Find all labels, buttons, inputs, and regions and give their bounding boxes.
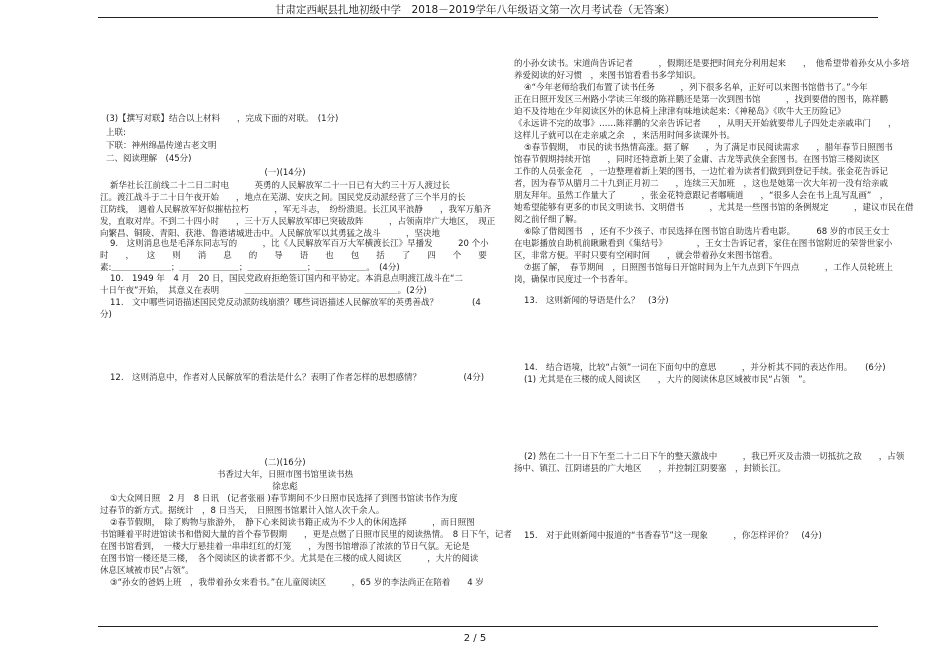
question-line: (1) 尤其是在三楼的成人阅读区 ，大片的阅读休息区域被市民“占领 ”。 (524, 375, 812, 385)
passage-line: ⑥除了借阅图书 ，还有不少孩子、市民选择在图书馆自助选片看电影。 68 岁的市民王女士 (524, 227, 890, 237)
passage-line: 《永远讲不完的故事》……陈祥鹏的父亲告诉记者 ，从明天开始就要带儿子四处走亲戚串门 ， (514, 119, 897, 129)
passage-line: 养爱阅读的好习惯 ，来图书馆看看书多学知识。 (514, 71, 702, 81)
passage-line: 在电影播放自助机前瞅瞅看到《集结号》 ，王女士告诉记者，家住在图书馆附近的荣誉世家小 (514, 239, 893, 249)
question-12: 12. 这则消息中，作者对人民解放军的看法是什么？表明了作者怎样的思想感情？ (4分) (110, 373, 485, 383)
page-header: 甘肃定西岷县扎地初级中学 2018－2019学年八年级语文第一次月考试卷（无答案） (275, 4, 675, 16)
question-line: 10. 1949 年 4 月 20 日，国民党政府拒绝签订国内和平协定。本消息点明渡江战斗在“二 (110, 274, 463, 284)
couplet-second-line: 下联：神州绵晶传递古老文明 (106, 141, 217, 151)
passage-line: 朋友拜年。虽然工作量大了 ，张金花特意跟记者嘟喃道 ，“很多人会在书上乱写乱画” ， (514, 191, 889, 201)
passage-line: 在图书馆看到， 一楼大厅悬挂着一串串红红的灯笼 ，为图书馆增添了浓浓的节日气氛。无论是 (100, 542, 470, 552)
question-line: 时 ， 这 则 消 息 的 导 语 也 包 括 了 四 个 要 (100, 251, 487, 261)
passage2-number: (二)(16分) (264, 458, 306, 468)
question-line: 分) (100, 310, 112, 320)
passage2-continued (514, 58, 914, 286)
passage-line: 新华社长江前线二十二日二时电 英勇的人民解放军二十一日已有大约三十万人渡过长 (110, 181, 451, 191)
passage-line: 江防线， 遇着人民解放军好似摧枯拉朽 ，军无斗志， 纷纷溃退。长江风平浪静 ，我军万船齐 (100, 205, 492, 215)
passage-line: ⑤春节假期， 市民的读书热情高涨。据了解 ，为了满足市民阅读需求 ，腊年春节日照图书 (524, 143, 893, 153)
question-13: 13. 这则新闻的导语是什么？ (3分) (524, 296, 669, 306)
passage-line: 者，因为春节从腊月二十九到正月初二 ，连续三天加班 ，这也是她第一次大年初一没有给亲戚 (514, 179, 889, 189)
passage2-title: 书香过大年，日照市图书馆里读书热 (216, 470, 353, 480)
passage-line: ③“孙女的爸妈上班 ，我带着孙女来看书。”在儿童阅读区 ，65 岁的李法尚正在陪着 4 岁 (110, 578, 484, 588)
question-14-sentence-2 (514, 451, 904, 475)
passage-line: ④“今年老师给我们布置了读书任务 ，列下很多名单，正好可以来图书馆借书了。”今年 (524, 83, 868, 93)
passage-line: ①大众网日照 2 月 8 日讯 (记者张丽 )春节期间不少日照市民选择了到图书馆读书作为度 (110, 494, 458, 504)
question-line: 扬中、镇江、江阴诸县的广大地区 ，并控制江阴要塞 ，封锁长江。 (514, 464, 787, 474)
passage-line: 工作的人员张金花 ，一边整理着新上架的图书，一边忙着为读者们做到到登记手续。张金花告诉记 (514, 167, 889, 177)
passage-line: ⑦据了解， 春节期间 ，日照图书馆每日开馆时间为上午九点到下午四点 ，工作人员轮班上 (524, 263, 893, 273)
question-15: 15. 对于此则新闻中报道的“书香春节”这一现象 ，你怎样评价？ (4分) (524, 531, 822, 541)
passage1-number: (一)(14分) (264, 168, 306, 178)
passage-line: ②春节假期， 除了购物与旅游外， 静下心来阅读书籍正成为不少人的休闲选择 ，而日照图 (110, 518, 475, 528)
section-title: 二、阅读理解 (45分) (106, 154, 192, 164)
question-line: 十日午夜”开始， 其意义在表明 ＿＿＿＿＿＿＿＿＿＿＿＿＿＿＿＿＿＿。(2分) (100, 286, 427, 296)
page-number: 2 / 5 (463, 633, 487, 644)
question-line: 11. 文中哪些词语描述国民党反动派防线崩溃？哪些词语描述人民解放军的英勇善战？ (4 (110, 298, 481, 308)
passage-line: 发，直取对岸。不到二十四小时 ，三十万人民解放军即已突破敌阵 ，占领南岸广大地区， 现正 (100, 217, 496, 227)
passage-line: 过春节的新方式。据统计 ，8 日当天， 日照图书馆累计入馆人次千余人。 (100, 506, 385, 516)
question-line: 9. 这则消息也是毛泽东同志写的 ，比《人民解放军百万大军横渡长江》早播发 20 个小 (110, 239, 489, 249)
passage-line: 馆春节假期持续开馆 ，同时还特意新上架了金庸、古龙等武侠全套图书。在图书馆三楼阅读区 (514, 155, 880, 165)
passage-line: 向繁昌、铜陵、青阳、获港、鲁港诸城进击中。人民解放军以其勇猛之战斗 ，坚决地 (100, 229, 441, 239)
passage-line: 的小孙女读书。宋道尚告诉记者 ，假期还是要把时间充分利用起来 ， 他希望带着孙女从小多培 (514, 59, 910, 69)
passage-line: 江。渡江战斗于二十日午夜开始 ，地点在芜湖、安庆之间。国民党反动派经营了三个半月的长 (100, 193, 466, 203)
passage-line: 她希望能够有更多的市民文明读书、文明借书 ，尤其是一些图书馆的条例规定 ，建议市民在借 (514, 203, 914, 213)
couplet-prompt: (3)【撰写对联】结合以上材料 ，完成下面的对联。 (1分) (106, 114, 339, 124)
couplet-first-line: 上联: (106, 128, 126, 138)
passage-line: 迫不及待地在少年阅读区外的休息椅上津津有味地读起来：《神秘岛》《吹牛大王历险记》 (514, 107, 846, 117)
passage-line: 在图书馆一楼还是三楼， 各个阅读区的读者都不少。尤其是在三楼的成人阅读区 ，大片的阅读 (100, 554, 479, 564)
question-line: 素:＿＿＿＿＿＿＿；＿＿＿＿＿＿＿；＿＿＿＿＿＿＿；＿＿＿＿＿＿。 (4分) (100, 263, 400, 273)
passage-line: 岗，确保市民度过一个书香年。 (514, 275, 634, 285)
passage-line: 区，非常方便。平时只要有空闲时间 ，就会带着孙女来图书馆看。 (514, 251, 778, 261)
question-14 (524, 362, 886, 386)
passage-line: 这样儿子就可以在走亲戚之余 ，来活用时间多读课外书。 (514, 131, 736, 141)
question-line: (2) 然在二十一日下午至二十二日下午的整天激战中 ，我已歼灭及击溃一切抵抗之敌 ，占领 (524, 452, 905, 462)
passage-line: 休息区域被市民“占领”。 (100, 566, 194, 576)
passage-line: 阅之前仔细了解。 (514, 215, 583, 225)
passage-line: 书馆睡着平时进馆读书和借阅大量的首个春节假期 ，更是点燃了日照市民里的阅读热情。 8 日下午，记者 (100, 530, 512, 540)
question-line: 14. 结合语境，比较“占领”一词在下面句中的意思 ，并分析其不同的表达作用。 (6分) (524, 363, 886, 373)
passage-line: 正在日照开发区三州路小学读三年级的陈祥鹏还是第一次到图书馆 ，找到要借的图书，陈祥鹏 (514, 95, 889, 105)
passage2-author: 徐忠彪 (272, 482, 298, 492)
